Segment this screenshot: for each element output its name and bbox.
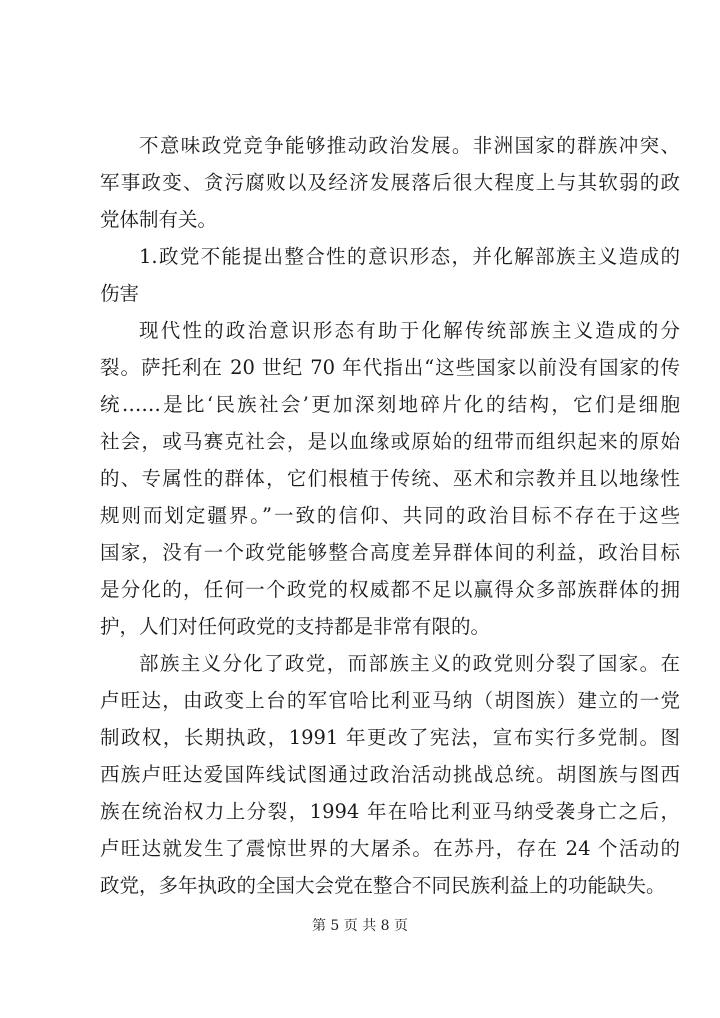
text-line-17: 制政权，长期执政，1991 年更改了宪法，宣布实行多党制。图 bbox=[100, 726, 680, 749]
text-line-13: 是分化的，任何一个政党的权威都不足以赢得众多部族群体的拥 bbox=[100, 578, 680, 601]
text-line-19: 族在统治权力上分裂，1994 年在哈比利亚马纳受袭身亡之后， bbox=[100, 800, 680, 823]
text-line-9: 社会，或马赛克社会，是以血缘或原始的纽带而组织起来的原始 bbox=[100, 430, 680, 453]
text-line-11: 规则而划定疆界。”一致的信仰、共同的政治目标不存在于这些 bbox=[100, 504, 680, 527]
text-line-12: 国家，没有一个政党能够整合高度差异群体间的利益，政治目标 bbox=[100, 541, 680, 564]
text-line-18: 西族卢旺达爱国阵线试图通过政治活动挑战总统。胡图族与图西 bbox=[100, 763, 680, 786]
text-line-20: 卢旺达就发生了震惊世界的大屠杀。在苏丹，存在 24 个活动的 bbox=[100, 837, 680, 860]
text-line-8: 统……是比‘民族社会’更加深刻地碎片化的结构，它们是细胞 bbox=[100, 393, 680, 416]
text-line-3: 党体制有关。 bbox=[100, 208, 218, 231]
text-line-1: 不意味政党竞争能够推动政治发展。非洲国家的群族冲突、 bbox=[139, 134, 680, 157]
text-line-6: 现代性的政治意识形态有助于化解传统部族主义造成的分 bbox=[139, 319, 680, 342]
text-line-10: 的、专属性的群体，它们根植于传统、巫术和宗教并且以地缘性 bbox=[100, 467, 680, 490]
text-line-21: 政党，多年执政的全国大会党在整合不同民族利益上的功能缺失。 bbox=[100, 874, 666, 897]
text-line-15: 部族主义分化了政党，而部族主义的政党则分裂了国家。在 bbox=[139, 652, 680, 675]
page-number-footer: 第 5 页 共 8 页 bbox=[311, 918, 409, 934]
text-line-16: 卢旺达，由政变上台的军官哈比利亚马纳（胡图族）建立的一党 bbox=[100, 689, 680, 712]
text-line-7: 裂。萨托利在 20 世纪 70 年代指出“这些国家以前没有国家的传 bbox=[100, 356, 680, 379]
section-heading-line-2: 伤害 bbox=[100, 282, 140, 305]
text-line-14: 护，人们对任何政党的支持都是非常有限的。 bbox=[100, 615, 491, 638]
text-line-2: 军事政变、贪污腐败以及经济发展落后很大程度上与其软弱的政 bbox=[100, 171, 680, 194]
section-heading-line-1: 1.政党不能提出整合性的意识形态，并化解部族主义造成的 bbox=[139, 245, 680, 268]
